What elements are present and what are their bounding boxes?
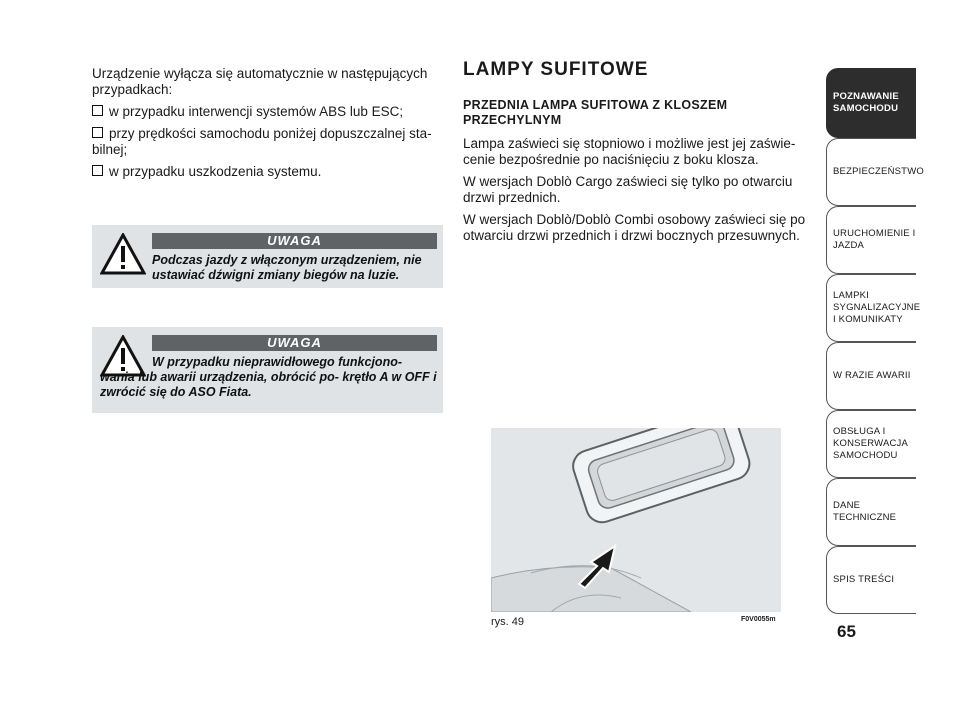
tab-dane-techniczne[interactable]: DANE TECHNICZNE xyxy=(826,478,916,546)
figure-caption: rys. 49 xyxy=(491,616,525,628)
figure-ceiling-lamp xyxy=(491,428,781,612)
ceiling-lamp-illustration xyxy=(491,428,781,612)
tab-spis-tresci[interactable]: SPIS TREŚCI xyxy=(826,546,916,614)
checkbox-bullet-icon xyxy=(92,165,103,176)
tab-bezpieczenstwo[interactable]: BEZPIECZEŃSTWO xyxy=(826,138,916,206)
right-column xyxy=(463,59,813,250)
warning-box-2 xyxy=(92,327,443,413)
bullet-item: w przypadku interwencji systemów ABS lub ESC; xyxy=(92,104,444,120)
tab-uruchomienie-i-jazda[interactable]: URUCHOMIENIE I JAZDA xyxy=(826,206,916,274)
tab-lampki-sygnalizacyjne[interactable]: LAMPKI SYGNALIZACYJNE I KOMUNIKATY xyxy=(826,274,916,342)
warning-box-1 xyxy=(92,225,443,288)
paragraph: Lampa zaświeci się stopniowo i możliwe jest jej zaświe- cenie bezpośrednie po naciśnięciu z boku klosza. xyxy=(463,136,796,167)
warning-triangle-icon xyxy=(100,233,146,275)
page-number: 65 xyxy=(837,622,856,641)
checkbox-bullet-icon xyxy=(92,127,103,138)
bullet-item: w przypadku uszkodzenia systemu. xyxy=(92,164,444,180)
paragraph: W wersjach Doblò/Doblò Combi osobowy zaświeci się po otwarciu drzwi przednich i drzwi bocznych przesuwnych. xyxy=(463,212,806,243)
tab-poznawanie-samochodu[interactable]: POZNAWANIE SAMOCHODU xyxy=(826,68,916,138)
checkbox-bullet-icon xyxy=(92,105,103,116)
figure-code: F0V0055m xyxy=(741,616,776,623)
section-title: LAMPY SUFITOWE xyxy=(463,59,649,80)
warning-title: UWAGA xyxy=(152,335,437,351)
tab-obsluga-i-konserwacja[interactable]: OBSŁUGA I KONSERWACJA SAMOCHODU xyxy=(826,410,916,478)
left-column xyxy=(92,66,444,186)
section-subtitle: PRZEDNIA LAMPA SUFITOWA Z KLOSZEM PRZECHYLNYM xyxy=(463,98,728,127)
warning-text: Podczas jazdy z włączonym urządzeniem, nie ustawiać dźwigni zmiany biegów na luzie. xyxy=(152,253,422,282)
intro-text: Urządzenie wyłącza się automatycznie w następujących przypadkach: xyxy=(92,66,428,97)
tab-w-razie-awarii[interactable]: W RAZIE AWARII xyxy=(826,342,916,410)
paragraph: W wersjach Doblò Cargo zaświeci się tylko po otwarciu drzwi przednich. xyxy=(463,174,793,205)
warning-title: UWAGA xyxy=(152,233,437,249)
bullet-item: przy prędkości samochodu poniżej dopuszczalnej sta- bilnej; xyxy=(92,126,432,157)
warning-text: W przypadku nieprawidłowego funkcjono- wania lub awarii urządzenia, obrócić po- krętło A w OFF i zwrócić się do ASO Fiata. xyxy=(100,355,437,399)
